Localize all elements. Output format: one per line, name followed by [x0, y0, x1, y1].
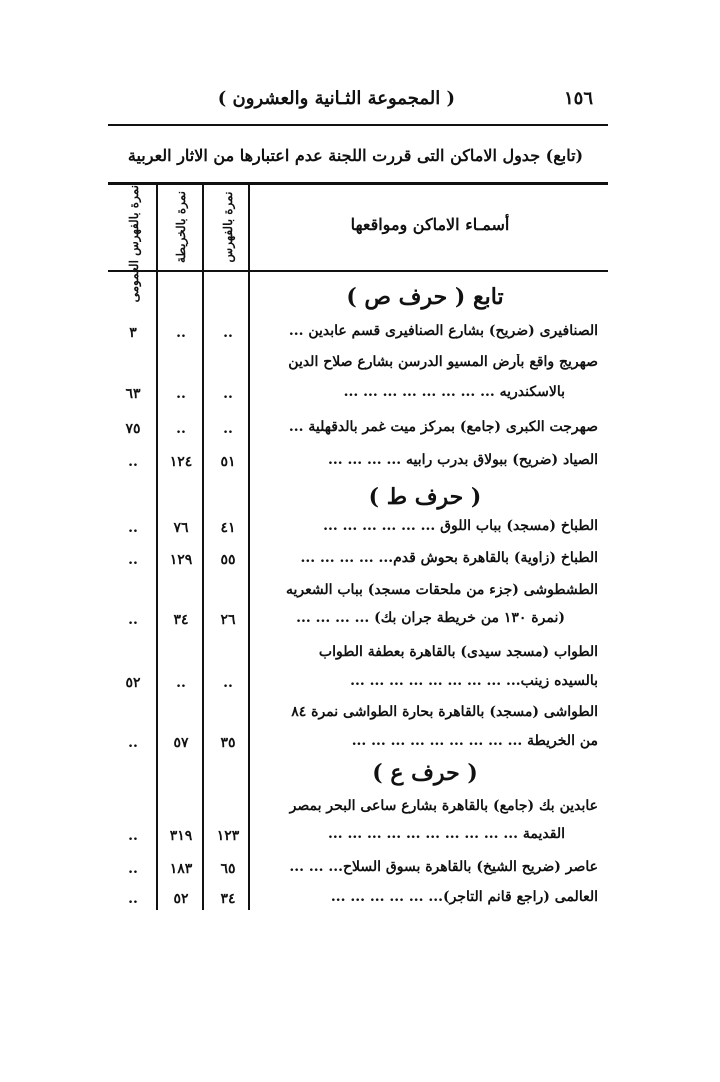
- entry-index-number: ٥١: [220, 454, 236, 470]
- entry-text: عاصر (ضريح الشيخ) بالقاهرة بسوق السلاح... ... ...: [289, 859, 598, 875]
- entry-index-number: ٢٦: [220, 612, 236, 628]
- entry-general-number: ..: [128, 861, 138, 877]
- entry-general-number: ..: [128, 612, 138, 628]
- entry-text: العالمى (راجع قانم التاجر)... ... ... ... ... ...: [330, 889, 598, 905]
- entry-index-number: ..: [223, 675, 233, 691]
- entry-map-number: ١٢٤: [169, 454, 193, 470]
- entry-text: الطباخ (زاوية) بالقاهرة بحوش قدم... ... ... ... ...: [300, 550, 598, 566]
- entry-general-number: ٥٢: [125, 675, 141, 691]
- entry-index-number: ٣٥: [220, 735, 236, 751]
- entry-map-number: ٥٢: [173, 891, 189, 907]
- entry-text: الطباخ (مسجد) بباب اللوق ... ... ... ... ... ...: [323, 518, 598, 534]
- table-header-rule: [108, 270, 608, 272]
- entry-text: صهرجت الكبرى (جامع) بمركز ميت غمر بالدقهلية ...: [288, 419, 598, 435]
- entry-text-continuation: بالسيده زينب... ... ... ... ... ... ... ... ...: [350, 673, 598, 689]
- page-header: [110, 88, 605, 118]
- entry-index-number: ..: [223, 325, 233, 341]
- entry-general-number: ٦٣: [125, 386, 141, 402]
- column-header-index: نمرة بالفهرس: [221, 191, 235, 263]
- entry-general-number: ..: [128, 828, 138, 844]
- column-header-names: أسمـاء الاماكن ومواقعها: [350, 215, 510, 234]
- header-rule: [108, 124, 608, 126]
- section-heading-sad: تابع ( حرف ص ): [346, 284, 504, 310]
- entry-map-number: ٧٦: [173, 520, 189, 536]
- page-number: ١٥٦: [563, 88, 593, 109]
- group-title: ( المجموعة الثـانية والعشرون ): [217, 88, 455, 109]
- section-heading-ain: ( حرف ع ): [372, 760, 478, 786]
- table-top-rule: [108, 182, 608, 185]
- table-caption: (تابع) جدول الاماكن التى قررت اللجنة عدم اعتبارها من الاثار العربية: [127, 146, 584, 165]
- entry-text: الصنافيرى (ضريح) بشارع الصنافيرى قسم عابدين ...: [288, 323, 598, 339]
- entry-text: الطواشى (مسجد) بالقاهرة بحارة الطواشى نمرة ٨٤: [291, 704, 598, 720]
- entry-text: الطشطوشى (جزء من ملحقات مسجد) بباب الشعريه: [285, 582, 598, 598]
- column-divider-2: [202, 184, 204, 910]
- entry-map-number: ١٢٩: [169, 552, 193, 568]
- entry-text-continuation: القديمة ... ... ... ... ... ... ... ... ... ...: [327, 826, 565, 842]
- entry-general-number: ..: [128, 552, 138, 568]
- entry-text: عابدين بك (جامع) بالقاهرة بشارع ساعى البحر بمصر: [289, 798, 598, 814]
- entry-index-number: ٤١: [220, 520, 236, 536]
- entry-general-number: ..: [128, 891, 138, 907]
- entry-general-number: ٣: [129, 325, 137, 341]
- entry-text-continuation: من الخريطة ... ... ... ... ... ... ... ... ...: [351, 733, 598, 749]
- entry-map-number: ..: [176, 386, 186, 402]
- column-header-map: نمرة بالخريطة: [174, 191, 188, 263]
- entry-text: صهريج واقع بأرض المسيو الدرسن بشارع صلاح الدين: [288, 354, 598, 370]
- entry-map-number: ٣٤: [173, 612, 189, 628]
- entry-text: الطواب (مسجد سيدى) بالقاهرة بعطفة الطواب: [318, 644, 598, 660]
- entry-text-continuation: بالاسكندريه ... ... ... ... ... ... ... ...: [343, 384, 565, 400]
- entry-text: الصياد (ضريح) ببولاق بدرب رابيه ... ... ... ...: [328, 452, 598, 468]
- entry-general-number: ٧٥: [125, 421, 141, 437]
- entry-map-number: ٥٧: [173, 735, 189, 751]
- entry-index-number: ٦٥: [220, 861, 236, 877]
- entry-index-number: ٥٥: [220, 552, 236, 568]
- entry-map-number: ..: [176, 421, 186, 437]
- entry-text-continuation: (نمرة ١٣٠ من خريطة جران بك) ... ... ... ...: [296, 610, 565, 626]
- entry-index-number: ٣٤: [220, 891, 236, 907]
- section-heading-ta: ( حرف ط ): [368, 484, 482, 510]
- entry-index-number: ..: [223, 421, 233, 437]
- entry-map-number: ١٨٣: [169, 861, 193, 877]
- entry-map-number: ..: [176, 675, 186, 691]
- column-divider-3: [156, 184, 158, 910]
- entry-map-number: ..: [176, 325, 186, 341]
- entry-index-number: ..: [223, 386, 233, 402]
- column-header-general-index: نمرة بالفهرس العمومى: [127, 185, 141, 303]
- entry-map-number: ٣١٩: [169, 828, 193, 844]
- entry-index-number: ١٢٣: [216, 828, 240, 844]
- entry-general-number: ..: [128, 735, 138, 751]
- entry-general-number: ..: [128, 520, 138, 536]
- entry-general-number: ..: [128, 454, 138, 470]
